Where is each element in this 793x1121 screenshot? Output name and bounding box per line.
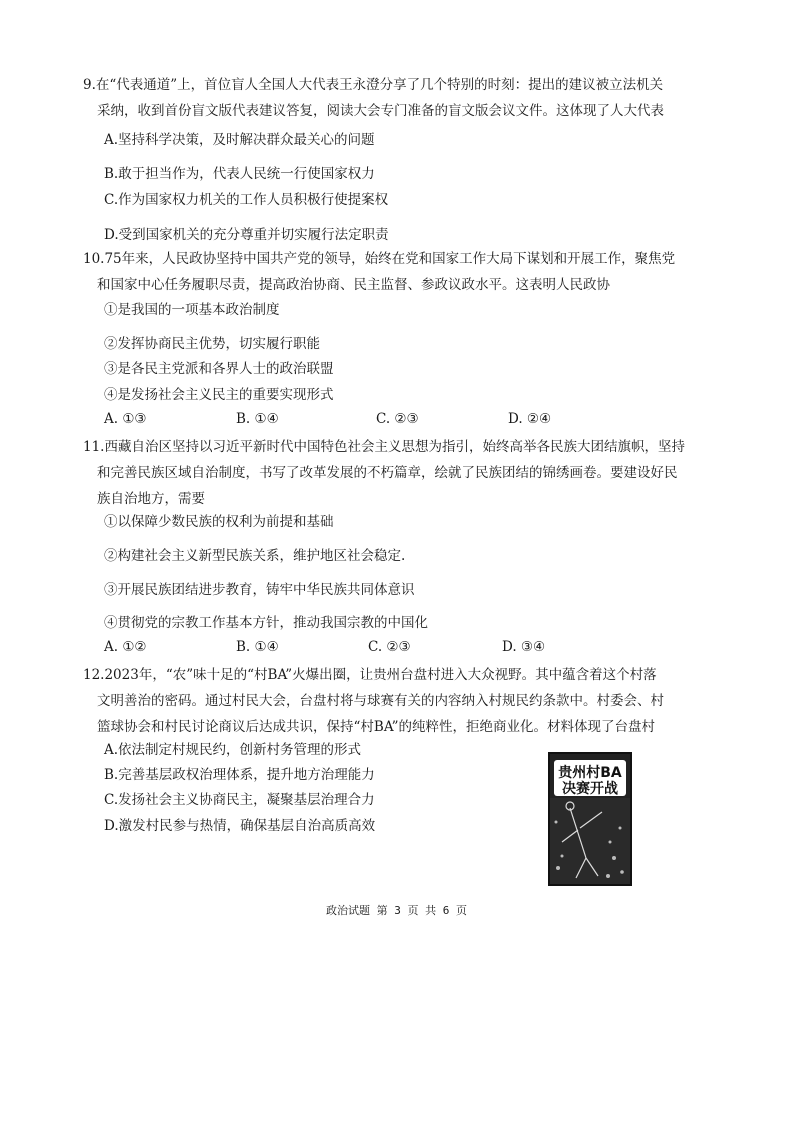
question-10-choice-b: B. ①④	[236, 411, 279, 427]
question-10-stem-line-2: 和国家中心任务履职尽责，提高政治协商、民主监督、参政议政水平。这表明人民政协	[97, 277, 610, 293]
question-11-choice-d: D. ③④	[502, 639, 546, 655]
question-12-option-c: C.发扬社会主义协商民主，凝聚基层治理合力	[104, 792, 375, 808]
page-footer: 政治试题 第 3 页 共 6 页	[326, 904, 467, 917]
question-11-item-4: ④贯彻党的宗教工作基本方针，推动我国宗教的中国化	[104, 615, 428, 631]
question-11-choice-b: B. ①④	[236, 639, 279, 655]
question-9-option-d: D.受到国家机关的充分尊重并切实履行法定职责	[104, 227, 389, 243]
question-11-item-3: ③开展民族团结进步教育，铸牢中华民族共同体意识	[104, 582, 415, 598]
question-10-item-1: ①是我国的一项基本政治制度	[104, 302, 280, 318]
question-12-stem-line-2: 文明善治的密码。通过村民大会，台盘村将与球赛有关的内容纳入村规民约条款中。村委会、村	[97, 693, 664, 709]
question-9-option-a: A.坚持科学决策，及时解决群众最关心的问题	[104, 132, 375, 148]
poster-title-line-1: 贵州村BA	[558, 765, 622, 781]
question-10-stem	[83, 246, 723, 298]
question-11-choice-c: C. ②③	[368, 639, 411, 655]
question-11-item-2: ②构建社会主义新型民族关系，维护地区社会稳定.	[104, 548, 406, 564]
question-10-stem-line-1: 10.75年来，人民政协坚持中国共产党的领导，始终在党和国家工作大局下谋划和开展工作，聚焦党	[83, 251, 676, 267]
question-9-option-b: B.敢于担当作为，代表人民统一行使国家权力	[104, 166, 375, 182]
question-12-option-d: D.激发村民参与热情，确保基层自治高质高效	[104, 818, 376, 834]
poster-crowd-graphic	[550, 798, 630, 884]
question-12-option-a: A.依法制定村规民约，创新村务管理的形式	[104, 742, 362, 758]
question-10-choice-d: D. ②④	[508, 411, 552, 427]
question-12-stem-line-3: 篮球协会和村民讨论商议后达成共识，保持“村BA”的纯粹性，拒绝商业化。材料体现了台盘村	[97, 719, 655, 735]
question-10-choices	[104, 411, 624, 431]
question-10-item-4: ④是发扬社会主义民主的重要实现形式	[104, 387, 334, 403]
question-9-stem-line-1: 9.在“代表通道”上，首位盲人全国人大代表王永澄分享了几个特别的时刻：提出的建议被立法机关	[83, 77, 664, 93]
question-10-choice-a: A. ①③	[104, 411, 147, 427]
question-10-item-3: ③是各民主党派和各界人士的政治联盟	[104, 361, 334, 377]
question-11-stem-line-1: 11.西藏自治区坚持以习近平新时代中国特色社会主义思想为指引，始终高举各民族大团结旗帜，坚持	[83, 439, 685, 455]
question-11-stem-line-3: 族自治地方，需要	[97, 491, 205, 507]
question-11-item-1: ①以保障少数民族的权利为前提和基础	[104, 514, 334, 530]
question-9-option-c: C.作为国家权力机关的工作人员积极行使提案权	[104, 192, 389, 208]
question-12-stem	[83, 662, 723, 740]
question-11-choices	[104, 639, 624, 659]
question-12-option-b: B.完善基层政权治理体系，提升地方治理能力	[104, 767, 375, 783]
poster-title-band	[554, 760, 626, 796]
poster-title-line-2: 决赛开战	[562, 781, 618, 797]
question-9-stem-line-2: 采纳，收到首份盲文版代表建议答复，阅读大会专门准备的盲文版会议文件。这体现了人大代表	[97, 103, 664, 119]
question-11-stem	[83, 434, 723, 512]
question-11-stem-line-2: 和完善民族区域自治制度，书写了改革发展的不朽篇章，绘就了民族团结的锦绣画卷。要建设好民	[97, 465, 678, 481]
village-ba-poster-image	[548, 752, 632, 886]
question-12-stem-line-1: 12.2023年，“农”味十足的“村BA”火爆出圈，让贵州台盘村进入大众视野。其中蕴含着这个村落	[83, 667, 657, 683]
question-10-item-2: ②发挥协商民主优势，切实履行职能	[104, 336, 320, 352]
question-10-choice-c: C. ②③	[376, 411, 419, 427]
question-11-choice-a: A. ①②	[104, 639, 147, 655]
question-9-stem	[83, 72, 723, 124]
